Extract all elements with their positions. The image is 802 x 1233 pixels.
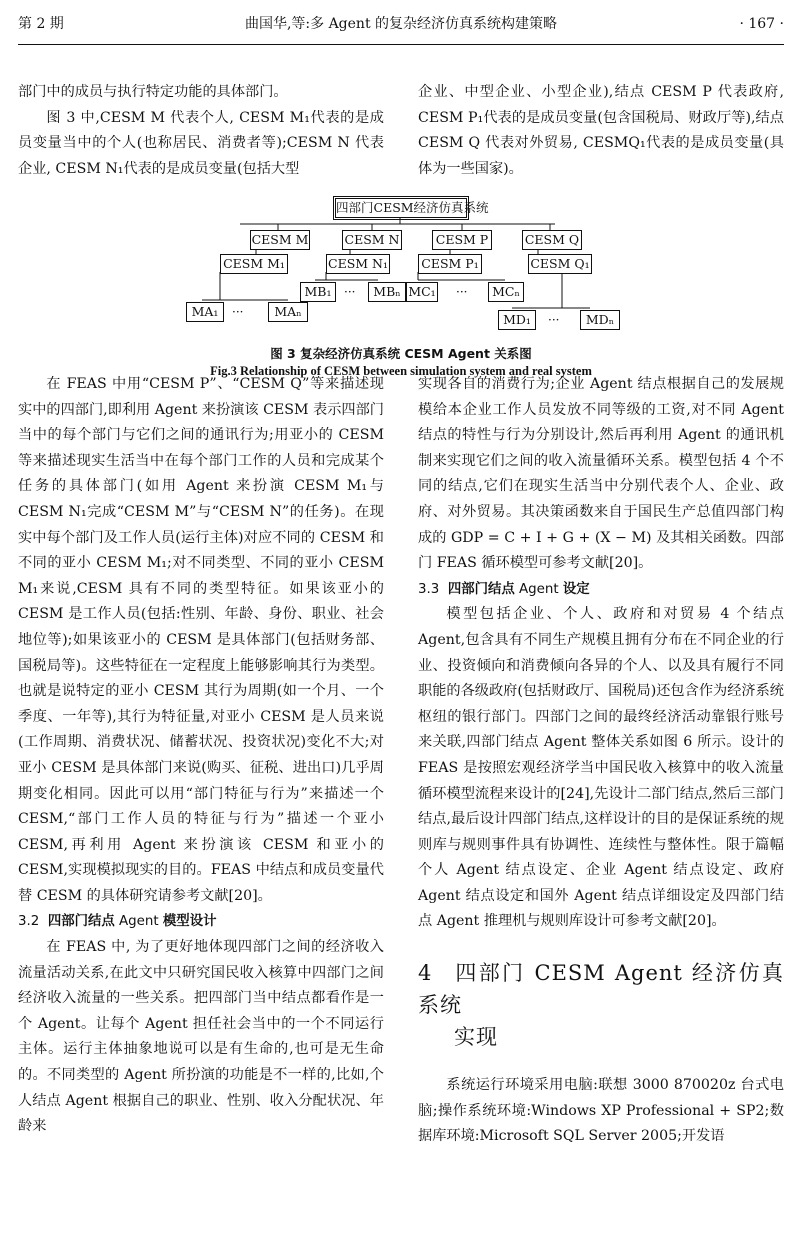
section-title-part: 模型设计: [162, 914, 217, 930]
node-cesm-n1: CESM N₁: [326, 254, 390, 274]
paragraph: 系统运行环境采用电脑:联想 3000 870020z 台式电脑;操作系统环境:Windows XP Professional + SP2;数据库环境:Microsoft SQL Server 2005;开发语: [418, 1077, 784, 1145]
section-title-line: 实现: [454, 1025, 498, 1050]
node-mc1: MC₁: [406, 282, 438, 302]
node-mdn: MDₙ: [580, 310, 620, 330]
issue-number: 第 2 期: [18, 16, 64, 32]
node-mbn: MBₙ: [368, 282, 406, 302]
node-cesm-p1: CESM P₁: [418, 254, 482, 274]
node-mb1: MB₁: [300, 282, 336, 302]
bottom-right-column: [418, 372, 784, 1150]
section-title-line: 四部门 CESM Agent 经济仿真系统: [418, 961, 784, 1018]
section-title-part: Agent: [114, 914, 163, 930]
section-title-part: 设定: [562, 581, 590, 597]
node-ma1: MA₁: [186, 302, 224, 322]
node-cesm-q: CESM Q: [522, 230, 582, 250]
figure-caption-cn: 图 3 复杂经济仿真系统 CESM Agent 关系图: [270, 346, 532, 361]
node-md1: MD₁: [498, 310, 536, 330]
node-mcn: MCₙ: [488, 282, 524, 302]
section-number: 3.3: [418, 581, 440, 597]
section-number: 3.2: [18, 914, 40, 930]
paragraph: 实现各自的消费行为;企业 Agent 结点根据自己的发展规模给本企业工作人员发放不同等级的工资,对不同 Agent 结点的特性与行为分别设计,然后再利用 Agent 的通讯机制来实现它们之间的收入流量循环关系。模型包括 4 个不同的结点,它们在现实生活当中分别代表个人、企业、政府、对外贸易。其决策函数来自于国民生产总值四部门构成的 GDP = C + I + G + (X − M) 及其相关函数。四部门 FEAS 循环模型可参考文献[20]。: [418, 376, 784, 572]
bottom-left-column: [18, 372, 384, 1140]
section-title-part: Agent: [514, 581, 563, 597]
paragraph: 部门中的成员与执行特定功能的具体部门。: [18, 84, 288, 100]
top-right-column: [418, 80, 784, 182]
paragraph: 企业、中型企业、小型企业),结点 CESM P 代表政府, CESM P₁代表的是成员变量(包含国税局、财政厅等),结点 CESM Q 代表对外贸易, CESMQ₁代表的是成员变量(具体为一些国家)。: [418, 84, 784, 177]
node-cesm-m1: CESM M₁: [220, 254, 288, 274]
node-man: MAₙ: [268, 302, 308, 322]
node-cesm-m: CESM M: [250, 230, 310, 250]
ellipsis: ···: [548, 313, 560, 327]
node-cesm-p: CESM P: [432, 230, 492, 250]
running-header: [18, 8, 784, 40]
figure-caption-en: Fig.3 Relationship of CESM between simulation system and real system: [210, 364, 592, 378]
node-cesm-n: CESM N: [342, 230, 402, 250]
paragraph: 模型包括企业、个人、政府和对贸易 4 个结点 Agent,包含具有不同生产规模且拥有分布在不同企业的行业、投资倾向和消费倾向各异的个人、以及具有履行不同职能的各级政府(包括财政厅、国税局)还包含作为经济系统枢纽的银行部门。四部门之间的最终经济活动靠银行账号来关联,四部门结点 Agent 整体关系如图 6 所示。设计的 FEAS 是按照宏观经济学当中国民收入核算中的收入流量循环模型流程来设计的[24],先设计二部门结点,然后三部门结点,最后设计四部门结点,这样设计的目的是保证系统的规则库与规则事件具有协调性、连续性与整体性。限于篇幅个人 Agent 结点设定、企业 Agent 结点设定、政府 Agent 结点设定和国外 Agent 结点详细设定及四部门结点 Agent 推理机与规则库设计可参考文献[20]。: [418, 606, 784, 930]
root-node: 四部门CESM经济仿真系统: [335, 198, 467, 218]
paragraph: 在 FEAS 中用“CESM P”、“CESM Q”等来描述现实中的四部门,即利用 Agent 来扮演该 CESM 表示四部门当中的每个部门与它们之间的通讯行为;用亚小的 CESM 等来描述现实生活当中在每个部门工作的人员和完成某个任务的具体部门(如用 Agent 来扮演 CESM M₁与 CESM N₁完成“CESM M”与“CESM N”的任务)。在现实中每个部门及工作人员(运行主体)对应不同的 CESM 和不同的亚小 CESM M₁;对不同类型、不同的亚小 CESM M₁来说,CESM 具有不同的类型特征。如果该亚小的 CESM 是工作人员(包括:性别、年龄、身份、职业、社会地位等);如果该亚小的 CESM 是具体部门(包括财务部、国税局等)。这些特征在一定程度上能够影响其行为类型。也就是说特定的亚小 CESM 其行为周期(如一个月、一个季度、一年等),其行为特征量,对亚小 CESM 是人员来说(工作周期、消费状况、储蓄状况、投资状况)变化不大;对亚小 CESM 是具体部门来说(购买、征税、进出口)几乎周期变化相同。因此可以用“部门特征与行为”来描述一个 CESM,“部门工作人员的特征与行为”描述一个亚小 CESM,再利用 Agent 来扮演该 CESM 和亚小的 CESM,实现模拟现实的目的。FEAS 中结点和成员变量代替 CESM 的具体研究请参考文献[20]。: [18, 376, 384, 904]
header-rule: [18, 44, 784, 45]
ellipsis: ···: [344, 285, 356, 299]
top-left-column: [18, 80, 384, 182]
paragraph: 图 3 中,CESM M 代表个人, CESM M₁代表的是成员变量当中的个人(也称居民、消费者等);CESM N 代表企业, CESM N₁代表的是成员变量(包括大型: [18, 109, 384, 177]
ellipsis: ···: [456, 285, 468, 299]
section-heading-4: [418, 957, 784, 1053]
section-title-part: 四部门结点: [47, 914, 115, 930]
running-title: 曲国华,等:多 Agent 的复杂经济仿真系统构建策略: [244, 16, 558, 32]
node-cesm-q1: CESM Q₁: [528, 254, 592, 274]
section-title-part: 四部门结点: [447, 581, 515, 597]
section-number: 4: [418, 961, 433, 986]
paragraph: 在 FEAS 中, 为了更好地体现四部门之间的经济收入流量活动关系,在此文中只研究国民收入核算中四部门之间经济收入流量的一些关系。把四部门当中结点都看作是一个 Agent。让每个 Agent 担任社会当中的一个不同运行主体。运行主体抽象地说可以是有生命的,也可是无生命的。不同类型的 Agent 所扮演的功能是不一样的,比如,个人结点 Agent 根据自己的职业、性别、收入分配状况、年龄来: [18, 939, 384, 1135]
section-heading-3-2: [18, 909, 384, 935]
section-heading-3-3: [418, 577, 784, 603]
page-number: · 167 ·: [739, 16, 784, 32]
cesm-relationship-diagram: [150, 196, 650, 346]
ellipsis: ···: [232, 305, 244, 319]
